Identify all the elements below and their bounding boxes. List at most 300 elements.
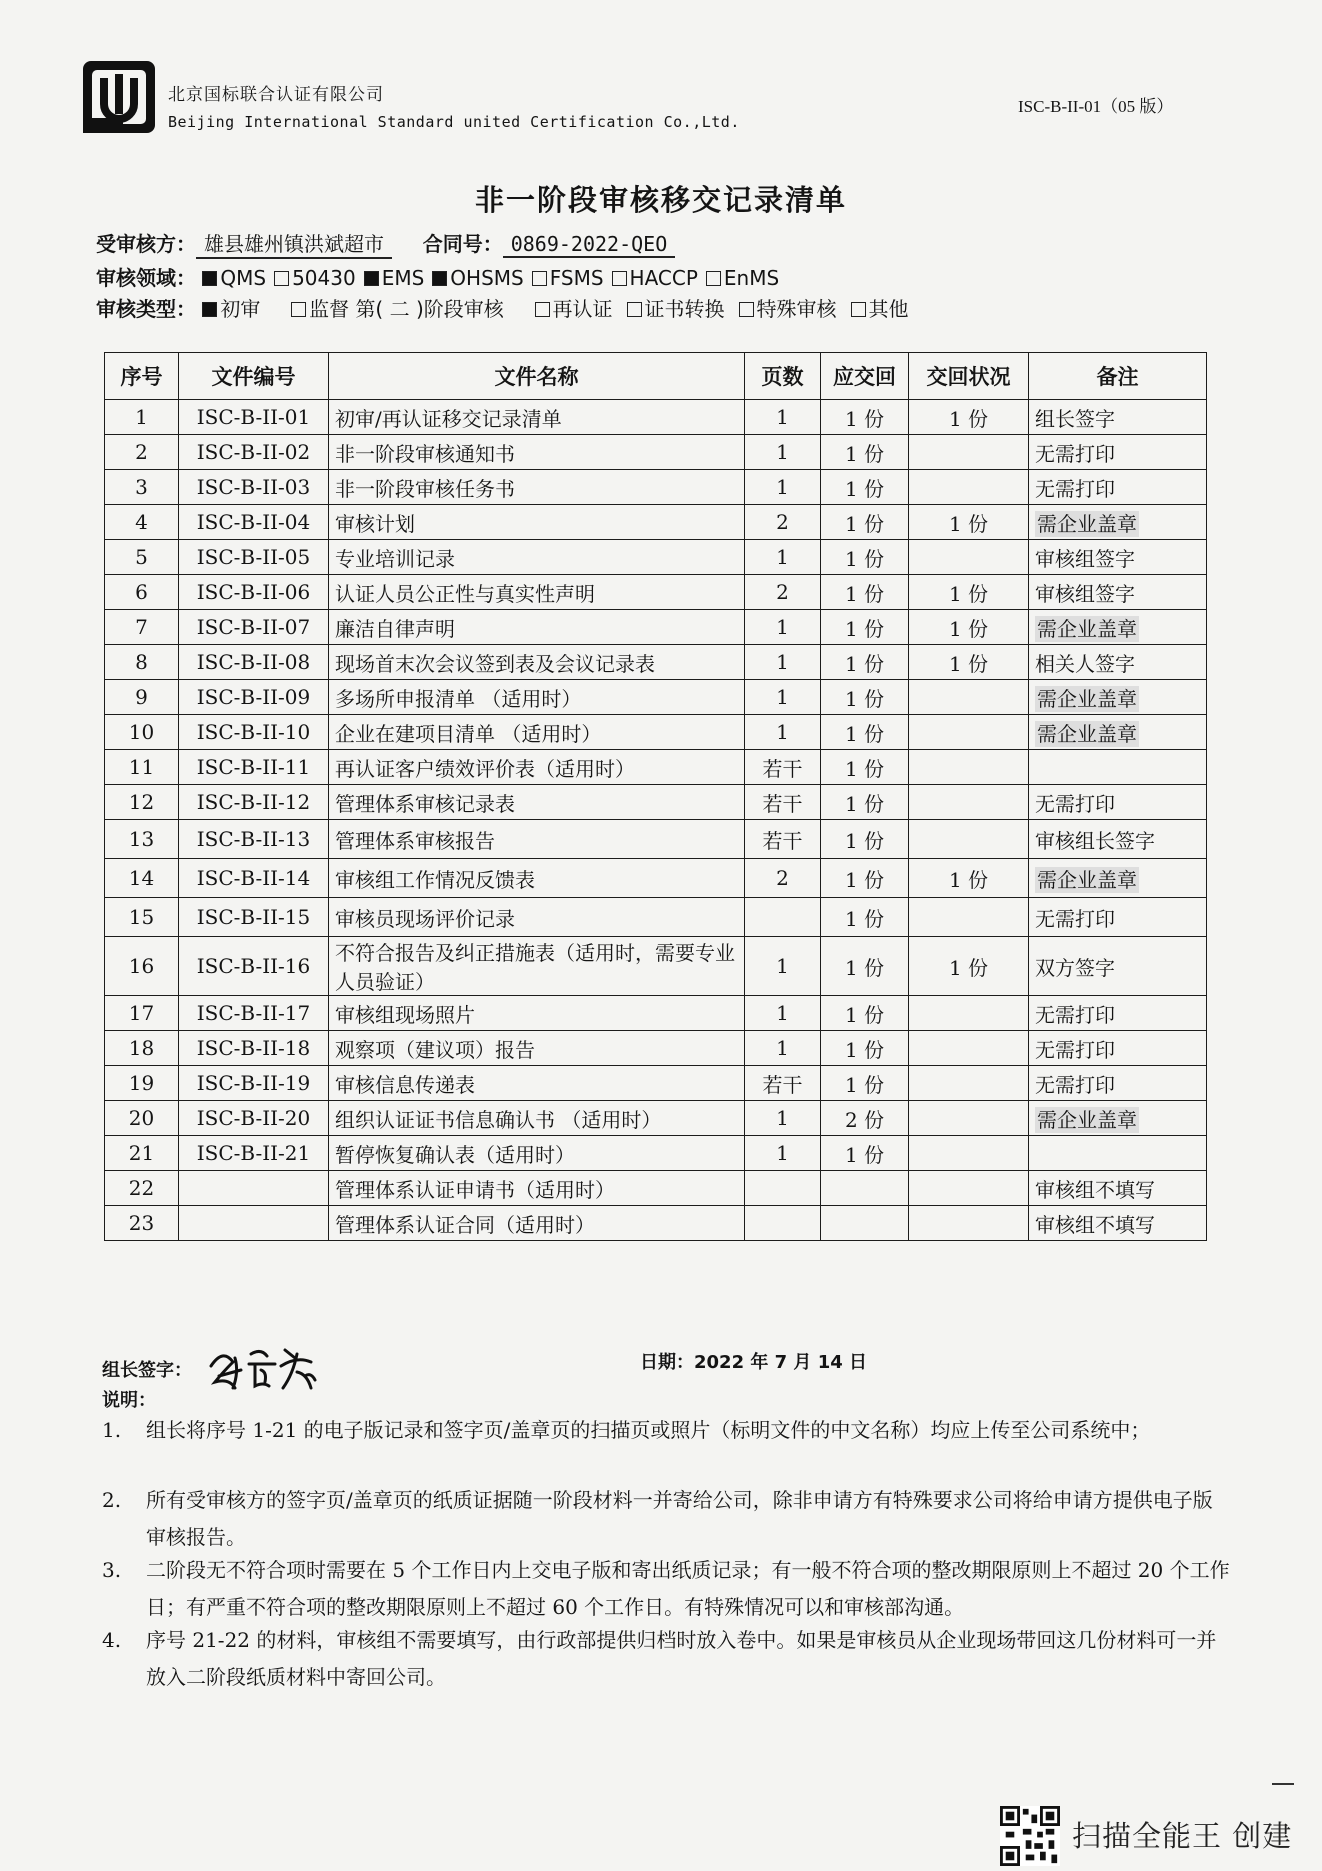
table-cell: [329, 859, 745, 898]
table-cell: [1029, 1136, 1207, 1171]
cell-text: ISC-B-II-19: [196, 1071, 311, 1095]
audit-type-options: [535, 297, 923, 321]
table-row: [105, 435, 1207, 470]
table-cell: [329, 820, 745, 859]
table-row: [105, 937, 1207, 996]
table-cell: [1029, 750, 1207, 785]
table-cell: [821, 820, 909, 859]
table-cell: [1029, 1031, 1207, 1066]
cell-text: 14: [128, 866, 155, 890]
note-number: 1.: [102, 1418, 122, 1442]
note-item: [102, 1482, 1232, 1556]
note-text: 所有受审核方的签字页/盖章页的纸质证据随一阶段材料一并寄给公司，除非申请方有特殊要求公司将给申请方提供电子版审核报告。: [146, 1488, 1213, 1549]
cell-text: ISC-B-II-17: [196, 1001, 311, 1025]
table-cell: [745, 898, 821, 937]
table-row: [105, 610, 1207, 645]
cell-text: 1: [776, 1001, 789, 1025]
note-item: [102, 1412, 1232, 1449]
cell-text: 1 份: [948, 955, 989, 980]
table-cell: [909, 715, 1029, 750]
table-cell: [105, 996, 179, 1031]
table-cell: [821, 937, 909, 996]
column-header: 文件编号: [179, 353, 329, 400]
company-name-cn: 北京国标联合认证有限公司: [168, 85, 384, 105]
note-number: 2.: [102, 1488, 122, 1512]
cell-text: 若干: [762, 756, 803, 781]
cell-text: 9: [135, 685, 148, 709]
table-cell: [1029, 820, 1207, 859]
table-cell: [1029, 575, 1207, 610]
table-row: [105, 400, 1207, 435]
cell-text: 1 份: [844, 721, 885, 746]
cell-text: 13: [128, 827, 155, 851]
table-row: [105, 715, 1207, 750]
table-cell: [821, 1101, 909, 1136]
cell-text: ISC-B-II-10: [196, 720, 311, 744]
table-row: [105, 1101, 1207, 1136]
cell-text: 11: [128, 755, 155, 779]
audit-type-option-label: 再认证: [552, 297, 613, 321]
table-cell: [179, 859, 329, 898]
cell-text: 2 份: [844, 1107, 885, 1132]
cell-text: 15: [128, 905, 155, 929]
cell-text: 审核组长签字: [1035, 828, 1155, 853]
table-cell: [329, 680, 745, 715]
table-cell: [179, 1066, 329, 1101]
table-cell: [909, 1031, 1029, 1066]
table-cell: [329, 1066, 745, 1101]
cell-text: 审核组现场照片: [335, 1002, 475, 1027]
cell-text: 再认证客户绩效评价表（适用时）: [335, 756, 635, 781]
date: 日期：2022 年 7 月 14 日: [640, 1352, 868, 1373]
cell-text: ISC-B-II-16: [196, 954, 311, 978]
table-cell: [179, 645, 329, 680]
table-cell: [745, 645, 821, 680]
audit-field-option-label: 50430: [292, 266, 356, 290]
table-cell: [105, 859, 179, 898]
table-cell: [179, 785, 329, 820]
cell-text: 审核组不填写: [1035, 1212, 1155, 1237]
cell-text: 19: [128, 1071, 155, 1095]
cell-text: 相关人签字: [1035, 651, 1135, 676]
cell-text: 12: [128, 790, 155, 814]
table-row: [105, 750, 1207, 785]
cell-text: 1 份: [948, 511, 989, 536]
table-cell: [1029, 996, 1207, 1031]
table-cell: [329, 898, 745, 937]
table-cell: [179, 1136, 329, 1171]
cell-text: ISC-B-II-03: [196, 475, 311, 499]
cell-text: ISC-B-II-13: [196, 827, 311, 851]
cell-text: 1 份: [844, 1142, 885, 1167]
table-cell: [821, 435, 909, 470]
table-cell: [745, 1136, 821, 1171]
table-cell: [179, 575, 329, 610]
client-value: 雄县雄州镇洪斌超市: [196, 228, 392, 259]
table-cell: [179, 996, 329, 1031]
cell-text: 20: [128, 1106, 155, 1130]
table-cell: [105, 785, 179, 820]
audit-field-checkbox[interactable]: [612, 271, 627, 286]
table-cell: [745, 1171, 821, 1206]
stamp-note: 需企业盖章: [1037, 867, 1137, 892]
cell-text: 1 份: [844, 651, 885, 676]
table-cell: [105, 1136, 179, 1171]
audit-type-line: [96, 293, 923, 322]
table-cell: [745, 435, 821, 470]
table-cell: [105, 937, 179, 996]
table-cell: [105, 1101, 179, 1136]
cell-text: ISC-B-II-14: [196, 866, 311, 890]
table-cell: [1029, 1206, 1207, 1241]
table-cell: [105, 1206, 179, 1241]
checkbox-surveillance[interactable]: [291, 302, 306, 317]
table-cell: [105, 1171, 179, 1206]
cell-text: 审核组签字: [1035, 546, 1135, 571]
column-header: 序号: [105, 353, 179, 400]
table-row: [105, 859, 1207, 898]
audit-field-checkbox-checked[interactable]: [202, 271, 217, 286]
table-cell: [909, 400, 1029, 435]
table-cell: [821, 750, 909, 785]
table-cell: [1029, 937, 1207, 996]
cell-text: 无需打印: [1035, 1037, 1115, 1062]
audit-type-checkbox[interactable]: [535, 302, 550, 317]
cell-text: 1 份: [844, 616, 885, 641]
table-cell: [179, 750, 329, 785]
client-line: [96, 228, 675, 259]
cell-text: 5: [135, 545, 148, 569]
leader-signature: [205, 1336, 323, 1396]
table-cell: [821, 715, 909, 750]
table-row: [105, 470, 1207, 505]
table-cell: [105, 505, 179, 540]
table-cell: [745, 1101, 821, 1136]
cell-text: 暂停恢复确认表（适用时）: [335, 1142, 575, 1167]
cell-text: ISC-B-II-09: [196, 685, 311, 709]
notes-label: 说明：: [102, 1390, 156, 1411]
cell-text: 多场所申报清单 （适用时）: [335, 686, 582, 711]
table-cell: [909, 1206, 1029, 1241]
cell-text: 1: [776, 475, 789, 499]
cell-text: 若干: [762, 1072, 803, 1097]
cell-text: 1 份: [844, 511, 885, 536]
cell-text: 7: [135, 615, 148, 639]
table-cell: [1029, 400, 1207, 435]
cell-text: 2: [776, 580, 789, 604]
table-cell: [329, 1136, 745, 1171]
table-cell: [179, 1206, 329, 1241]
table-cell: [1029, 610, 1207, 645]
audit-field-checkbox[interactable]: [532, 271, 547, 286]
table-cell: [1029, 435, 1207, 470]
cell-text: 1 份: [948, 651, 989, 676]
table-cell: [105, 610, 179, 645]
cell-text: 1: [776, 545, 789, 569]
page-edge-mark: [1272, 1783, 1294, 1785]
note-number: 4.: [102, 1628, 122, 1652]
audit-field-checkbox[interactable]: [274, 271, 289, 286]
table-cell: [105, 435, 179, 470]
table-cell: [179, 1101, 329, 1136]
table-cell: [745, 785, 821, 820]
table-cell: [329, 540, 745, 575]
table-cell: [745, 820, 821, 859]
table-cell: [821, 1206, 909, 1241]
audit-type-checkbox[interactable]: [627, 302, 642, 317]
cell-text: 1 份: [844, 441, 885, 466]
cell-text: 6: [135, 580, 148, 604]
transfer-record-table: [104, 352, 1207, 1241]
audit-type-option-label: 其他: [868, 297, 909, 321]
table-cell: [745, 937, 821, 996]
table-cell: [745, 400, 821, 435]
cell-text: 1: [776, 1106, 789, 1130]
table-cell: [179, 470, 329, 505]
table-row: [105, 1206, 1207, 1241]
table-cell: [745, 859, 821, 898]
cell-text: 管理体系审核记录表: [335, 791, 515, 816]
cell-text: 管理体系审核报告: [335, 828, 495, 853]
table-cell: [1029, 505, 1207, 540]
document-number: ISC-B-II-01（05 版）: [1018, 97, 1174, 116]
table-cell: [329, 575, 745, 610]
cell-text: 18: [128, 1036, 155, 1060]
table-row: [105, 996, 1207, 1031]
table-cell: [329, 645, 745, 680]
table-row: [105, 820, 1207, 859]
column-header: 文件名称: [329, 353, 745, 400]
table-cell: [1029, 470, 1207, 505]
cell-text: 1 份: [844, 1072, 885, 1097]
table-cell: [745, 996, 821, 1031]
cell-text: 1 份: [844, 686, 885, 711]
cell-text: ISC-B-II-04: [196, 510, 311, 534]
table-cell: [909, 937, 1029, 996]
cell-text: 无需打印: [1035, 791, 1115, 816]
audit-field-option-label: HACCP: [629, 266, 698, 290]
cell-text: 1: [776, 954, 789, 978]
audit-field-checkbox-checked[interactable]: [364, 271, 379, 286]
stamp-note: 需企业盖章: [1037, 721, 1137, 746]
note-item: [102, 1622, 1232, 1696]
audit-field-option-label: FSMS: [549, 266, 604, 290]
cell-text: 1: [776, 720, 789, 744]
table-cell: [909, 680, 1029, 715]
table-cell: [745, 540, 821, 575]
cell-text: ISC-B-II-07: [196, 615, 311, 639]
signature-label: 组长签字：: [102, 1360, 192, 1381]
table-row: [105, 575, 1207, 610]
company-logo-icon: [80, 58, 158, 136]
stage-value: 二: [389, 297, 410, 321]
cell-text: 1: [776, 440, 789, 464]
table-cell: [821, 785, 909, 820]
table-cell: [821, 680, 909, 715]
table-cell: [909, 645, 1029, 680]
cell-text: 审核组工作情况反馈表: [335, 867, 535, 892]
cell-text: 初审/再认证移交记录清单: [335, 406, 562, 431]
cell-text: 1 份: [948, 616, 989, 641]
audit-type-initial: 初审: [220, 297, 261, 321]
cell-text: 审核信息传递表: [335, 1072, 475, 1097]
table-cell: [329, 435, 745, 470]
table-cell: [745, 680, 821, 715]
cell-text: 认证人员公正性与真实性声明: [335, 581, 595, 606]
cell-text: 1: [776, 615, 789, 639]
audit-type-surveillance: 监督: [309, 297, 350, 321]
table-cell: [909, 898, 1029, 937]
cell-text: 非一阶段审核通知书: [335, 441, 515, 466]
table-cell: [821, 575, 909, 610]
table-cell: [105, 1031, 179, 1066]
table-cell: [1029, 859, 1207, 898]
table-cell: [745, 470, 821, 505]
table-cell: [821, 540, 909, 575]
cell-text: 3: [135, 475, 148, 499]
audit-type-checkbox[interactable]: [739, 302, 754, 317]
table-cell: [105, 820, 179, 859]
table-cell: [179, 1031, 329, 1066]
cell-text: ISC-B-II-21: [196, 1141, 311, 1165]
cell-text: 21: [128, 1141, 155, 1165]
cell-text: ISC-B-II-12: [196, 790, 311, 814]
note-text: 二阶段无不符合项时需要在 5 个工作日内上交电子版和寄出纸质记录；有一般不符合项的整改期限原则上不超过 20 个工作日；有严重不符合项的整改期限原则上不超过 60 个工作日。有特殊情况可以和审核部沟通。: [146, 1558, 1230, 1619]
qr-code-icon: [1000, 1806, 1060, 1866]
column-header: 备注: [1029, 353, 1207, 400]
table-cell: [909, 575, 1029, 610]
cell-text: 1: [776, 1036, 789, 1060]
cell-text: ISC-B-II-08: [196, 650, 311, 674]
table-cell: [909, 996, 1029, 1031]
table-cell: [909, 540, 1029, 575]
table-cell: [329, 1101, 745, 1136]
audit-fields-label: 审核领域：: [96, 266, 196, 290]
cell-text: 审核组签字: [1035, 581, 1135, 606]
table-cell: [105, 645, 179, 680]
table-row: [105, 680, 1207, 715]
table-cell: [745, 610, 821, 645]
cell-text: 不符合报告及纠正措施表（适用时，需要专业人员验证）: [335, 941, 735, 994]
table-cell: [745, 575, 821, 610]
table-cell: [745, 715, 821, 750]
cell-text: 组长签字: [1035, 406, 1115, 431]
cell-text: 1 份: [844, 867, 885, 892]
table-cell: [1029, 1101, 1207, 1136]
contract-label: 合同号：: [422, 232, 503, 256]
cell-text: 1: [135, 405, 148, 429]
table-cell: [1029, 785, 1207, 820]
page-title: 非一阶段审核移交记录清单: [474, 183, 847, 217]
table-cell: [179, 400, 329, 435]
table-cell: [821, 505, 909, 540]
table-row: [105, 1031, 1207, 1066]
table-cell: [329, 1206, 745, 1241]
table-cell: [179, 715, 329, 750]
audit-field-checkbox-checked[interactable]: [432, 271, 447, 286]
table-cell: [821, 859, 909, 898]
audit-type-checkbox[interactable]: [851, 302, 866, 317]
table-cell: [821, 610, 909, 645]
cell-text: 审核员现场评价记录: [335, 906, 515, 931]
audit-field-option-label: OHSMS: [450, 266, 524, 290]
stamp-note: 需企业盖章: [1037, 616, 1137, 641]
cell-text: 17: [128, 1001, 155, 1025]
cell-text: ISC-B-II-18: [196, 1036, 311, 1060]
cell-text: 1 份: [844, 828, 885, 853]
cell-text: 1: [776, 685, 789, 709]
table-cell: [329, 937, 745, 996]
table-cell: [329, 610, 745, 645]
cell-text: 现场首末次会议签到表及会议记录表: [335, 651, 655, 676]
note-text: 组长将序号 1-21 的电子版记录和签字页/盖章页的扫描页或照片（标明文件的中文名称）均应上传至公司系统中；: [146, 1418, 1151, 1442]
cell-text: 无需打印: [1035, 1072, 1115, 1097]
table-cell: [179, 505, 329, 540]
table-cell: [329, 996, 745, 1031]
stamp-note: 需企业盖章: [1037, 686, 1137, 711]
audit-field-checkbox[interactable]: [706, 271, 721, 286]
cell-text: 1: [776, 650, 789, 674]
audit-field-option-label: QMS: [220, 266, 267, 290]
table-cell: [1029, 898, 1207, 937]
cell-text: 1 份: [948, 406, 989, 431]
table-cell: [821, 645, 909, 680]
cell-text: 无需打印: [1035, 441, 1115, 466]
cell-text: 1 份: [948, 581, 989, 606]
cell-text: 审核组不填写: [1035, 1177, 1155, 1202]
table-cell: [105, 470, 179, 505]
cell-text: 1 份: [844, 791, 885, 816]
cell-text: 非一阶段审核任务书: [335, 476, 515, 501]
cell-text: ISC-B-II-05: [196, 545, 311, 569]
cell-text: 1 份: [844, 756, 885, 781]
table-cell: [105, 750, 179, 785]
table-row: [105, 645, 1207, 680]
table-cell: [909, 1136, 1029, 1171]
table-cell: [329, 505, 745, 540]
table-cell: [329, 470, 745, 505]
checkbox-initial-checked[interactable]: [202, 302, 217, 317]
cell-text: 管理体系认证合同（适用时）: [335, 1212, 595, 1237]
cell-text: 8: [135, 650, 148, 674]
table-cell: [909, 820, 1029, 859]
cell-text: ISC-B-II-01: [196, 405, 311, 429]
table-cell: [821, 1031, 909, 1066]
cell-text: ISC-B-II-11: [196, 755, 311, 779]
cell-text: 2: [776, 510, 789, 534]
cell-text: 企业在建项目清单 （适用时）: [335, 721, 602, 746]
table-cell: [105, 898, 179, 937]
cell-text: 1 份: [844, 476, 885, 501]
table-row: [105, 1171, 1207, 1206]
cell-text: 审核计划: [335, 511, 415, 536]
client-label: 受审核方：: [96, 232, 196, 256]
cell-text: 1 份: [844, 406, 885, 431]
table-cell: [909, 1101, 1029, 1136]
cell-text: 1 份: [844, 1037, 885, 1062]
cell-text: 组织认证证书信息确认书 （适用时）: [335, 1107, 662, 1132]
table-cell: [909, 505, 1029, 540]
cell-text: 无需打印: [1035, 476, 1115, 501]
cell-text: 22: [128, 1176, 155, 1200]
cell-text: ISC-B-II-02: [196, 440, 311, 464]
table-cell: [105, 1066, 179, 1101]
audit-field-option-label: EMS: [381, 266, 425, 290]
note-item: [102, 1552, 1232, 1626]
table-cell: [745, 505, 821, 540]
table-cell: [1029, 645, 1207, 680]
table-cell: [1029, 1171, 1207, 1206]
